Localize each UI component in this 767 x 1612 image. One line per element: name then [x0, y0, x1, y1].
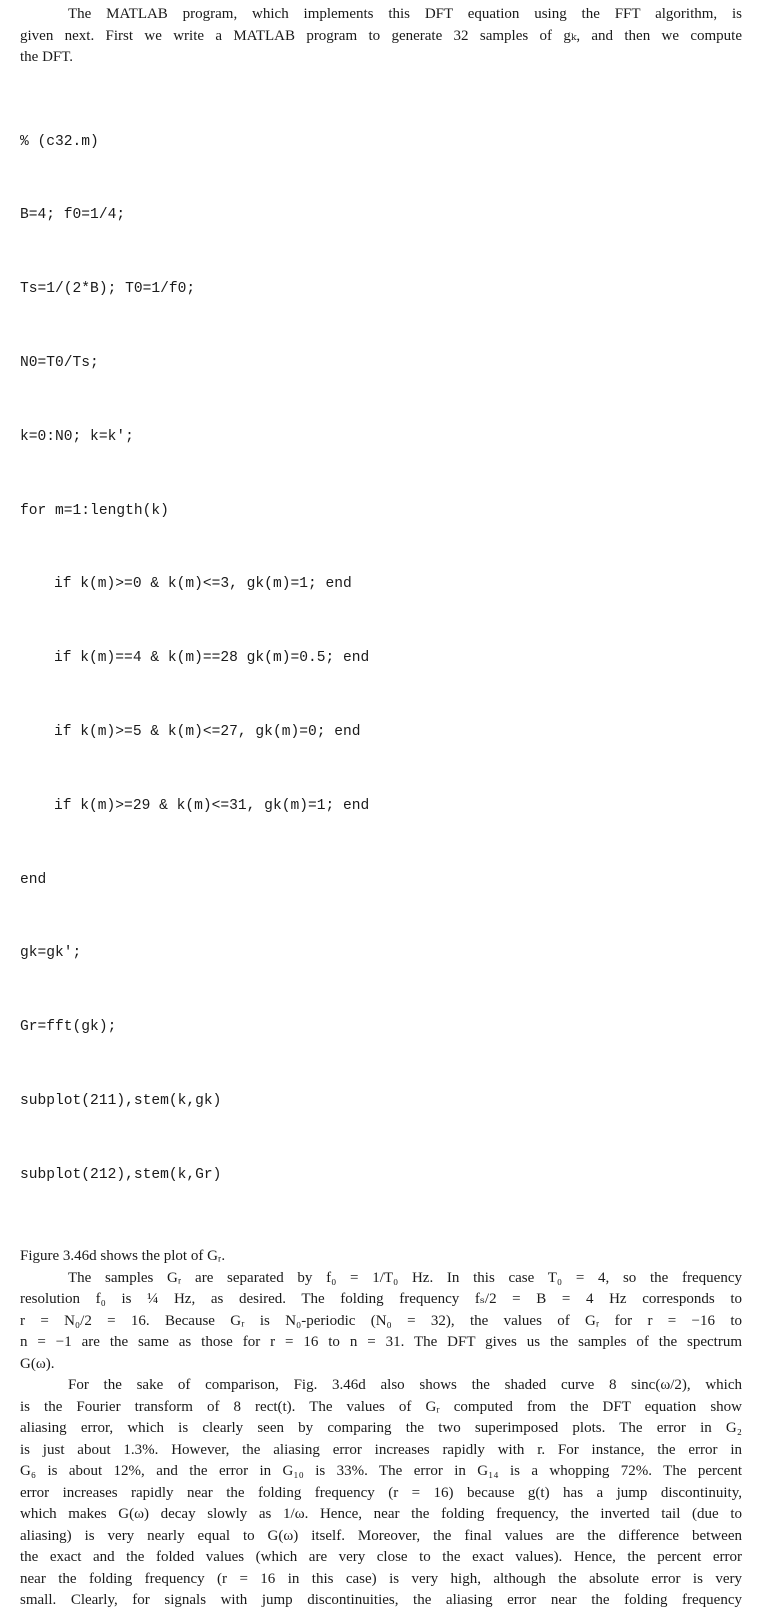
text-line: the DFT.	[20, 49, 74, 65]
text-line: G₆ is about 12%, and the error in G₁₀ is 33%. The error in G₁₄ is a whopping 72%. The percent	[20, 1463, 742, 1480]
text-line: resolution f₀ is ¼ Hz, as desired. The folding frequency fₛ/2 = B = 4 Hz corresponds to	[20, 1291, 742, 1308]
text-line: small. Clearly, for signals with jump discontinuities, the aliasing error near the folding frequency	[20, 1592, 742, 1609]
code-line: end	[20, 871, 47, 888]
matlab-code-listing	[20, 81, 742, 1237]
text-line: G(ω).	[20, 1355, 55, 1372]
code-line: if k(m)>=0 & k(m)<=3, gk(m)=1; end	[54, 576, 352, 593]
code-line: Ts=1/(2*B); T0=1/f0;	[20, 281, 196, 298]
text-line: error increases rapidly near the folding frequency (r = 16) because g(t) has a jump discontinuity,	[20, 1484, 742, 1501]
code-line: k=0:N0; k=k';	[20, 428, 134, 445]
text-line: the exact and the folded values (which are very close to the exact values). Hence, the percent error	[20, 1549, 742, 1566]
code-line: subplot(211),stem(k,gk)	[20, 1092, 222, 1109]
document-page	[20, 4, 742, 1612]
code-line: if k(m)>=5 & k(m)<=27, gk(m)=0; end	[54, 723, 361, 740]
figure-reference-paragraph	[20, 1246, 742, 1268]
code-line: B=4; f0=1/4;	[20, 207, 126, 224]
code-line: if k(m)>=29 & k(m)<=31, gk(m)=1; end	[54, 797, 370, 814]
comparison-paragraph	[20, 1375, 742, 1612]
code-line: if k(m)==4 & k(m)==28 gk(m)=0.5; end	[54, 650, 370, 667]
text-line: is just about 1.3%. However, the aliasing error increases rapidly with r. For instance, the error in	[20, 1441, 742, 1458]
text-line: given next. First we write a MATLAB program to generate 32 samples of gₖ, and then we compute	[20, 27, 742, 44]
text-line: The samples Gᵣ are separated by f₀ = 1/T₀ Hz. In this case T₀ = 4, so the frequency	[68, 1269, 742, 1286]
intro-paragraph	[20, 4, 742, 69]
samples-paragraph	[20, 1268, 742, 1376]
text-line: The MATLAB program, which implements this DFT equation using the FFT algorithm, is	[68, 6, 742, 22]
code-line: % (c32.m)	[20, 133, 99, 150]
text-line: aliasing error, which is clearly seen by comparing the two superimposed plots. The error in G₂	[20, 1420, 742, 1437]
text-line: which makes G(ω) decay slowly as 1/ω. Hence, near the folding frequency, the inverted tail (due to	[20, 1506, 742, 1523]
code-line: N0=T0/Ts;	[20, 355, 99, 372]
code-line: subplot(212),stem(k,Gr)	[20, 1166, 222, 1183]
text-line: For the sake of comparison, Fig. 3.46d also shows the shaded curve 8 sinc(ω/2), which	[68, 1377, 742, 1394]
text-line: n = −1 are the same as those for r = 16 to n = 31. The DFT gives us the samples of the spectrum	[20, 1334, 742, 1351]
text-line: aliasing) is very nearly equal to G(ω) itself. Moreover, the final values are the difference between	[20, 1527, 742, 1544]
text-line: Figure 3.46d shows the plot of Gᵣ.	[20, 1248, 226, 1265]
text-line: r = N₀/2 = 16. Because Gᵣ is N₀-periodic (N₀ = 32), the values of Gᵣ for r = −16 to	[20, 1312, 742, 1329]
code-line: gk=gk';	[20, 945, 82, 962]
text-line: near the folding frequency (r = 16 in this case) is very high, although the absolute error is very	[20, 1570, 742, 1587]
text-line: is the Fourier transform of 8 rect(t). The values of Gᵣ computed from the DFT equation show	[20, 1398, 742, 1415]
code-line: Gr=fft(gk);	[20, 1019, 117, 1036]
code-line: for m=1:length(k)	[20, 502, 169, 519]
